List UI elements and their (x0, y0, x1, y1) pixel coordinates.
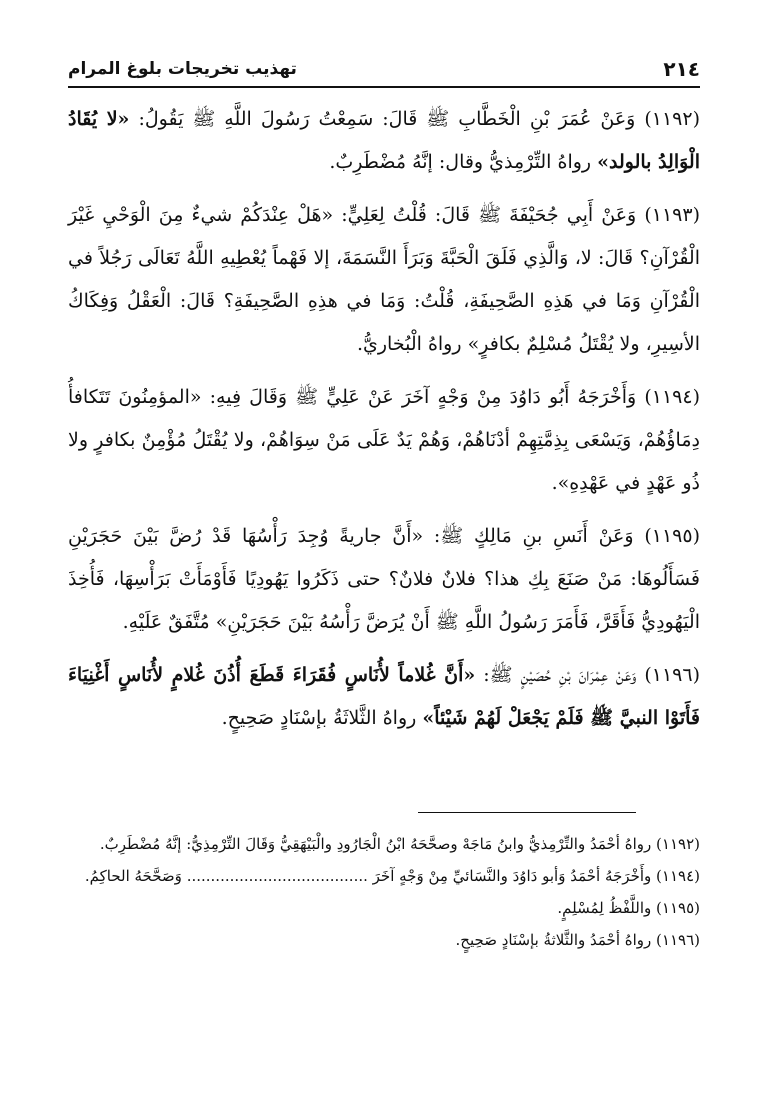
hadith-source: مُتَّفَقٌ عَلَيْهِ. (122, 611, 210, 633)
footnote-1195 (68, 892, 700, 924)
hadith-source: رواهُ الْبُخاريُّ. (356, 333, 462, 355)
hadith-text: وَعَنْ أَنَسِ بنِ مَالِكٍ ﷺ: «أَنَّ جاريةً وُجِدَ رَأْسُهَا قَدْ رُضَّ بَيْنَ حَجَرَيْنِ فَسَأَلُوهَا: مَنْ صَنَعَ بِكِ هذا؟ فلانٌ فلانٌ؟ حتى ذَكَرُوا يَهُودِيًا فَأَوْمَأَتْ بَرَأْسِهَا، فَأُخِذَ الْيَهُودِيُّ فَأَقَرَّ، فَأَمَرَ رَسُولُ اللَّهِ ﷺ أَنْ يُرَضَّ رَأْسُهُ بَيْنَ حَجَرَيْنِ» (68, 525, 700, 633)
footnote-number: (١١٩٥) (656, 899, 700, 917)
hadith-number: (١١٩٦) (644, 664, 700, 686)
footnote-number: (١١٩٢) (656, 835, 700, 853)
footnote-divider (418, 812, 636, 813)
hadith-text: وَعَنْ عُمَرَ بْنِ الْخَطَّابِ ﷺ قَالَ: سَمِعْتُ رَسُولَ اللَّهِ ﷺ يَقُولُ: (138, 108, 636, 130)
hadith-quote: «أَنَّ غُلاماً لأُنَاسٍ فُقَرَاءَ قَطَعَ أُذُنَ غُلامٍ لأُنَاسٍ أَغْنِيَاءَ فَأَتَوْا النبيَّ ﷺ فَلَمْ يَجْعَلْ لَهُمْ شَيْئاً» (68, 664, 700, 729)
footnote-text: رواهُ أحْمَدُ والثَّلاثةُ بإسْنَادٍ صَحِيحٍ. (455, 931, 652, 949)
hadith-text: وَأَخْرَجَهُ أَبُو دَاوُدَ مِنْ وَجْهٍ آخَرَ عَنْ عَلِيٍّ ﷺ وَقَالَ فِيهِ: «المؤمِنُونَ تَتَكافأُ دِمَاؤُهُمْ، وَيَسْعَى بِذِمَّتِهِمْ أدْنَاهُمْ، وَهُمْ يَدٌ عَلَى مَنْ سِوَاهُمْ، ولا يُقْتَلُ مُؤْمِنٌ بكافرٍ ولا ذُو عَهْدٍ في عَهْدِهِ». (68, 386, 700, 494)
footnotes (68, 828, 700, 956)
hadith-source: رواهُ التِّرْمِذيُّ وقال: إنَّهُ مُضْطَرِبٌ. (329, 151, 592, 173)
book-title: تهذيب تخريجات بلوغ المرام (68, 59, 297, 79)
footnote-text: وأَخْرَجَهُ أحْمَدُ وَأبو دَاوُدَ والنَّسَائيِّ مِنْ وَجْهٍ آخَرَ (372, 867, 652, 885)
hadith-number: (١١٩٣) (644, 204, 700, 226)
hadith-source: رواهُ الثَّلاثَةُ بإسْنَادٍ صَحِيحٍ. (221, 707, 417, 729)
hadith-1195 (68, 515, 700, 644)
footnote-1192 (68, 828, 700, 860)
hadith-number: (١١٩٢) (644, 108, 701, 130)
hadith-1192 (68, 98, 700, 184)
hadith-1193 (68, 194, 700, 366)
footnote-1196 (68, 924, 700, 956)
hadith-1194 (68, 376, 700, 505)
hadith-number: (١١٩٥) (644, 525, 700, 547)
hadith-text: وَعَنْ عِمْرَانَ بْنِ حُصَيْنٍ ﷺ: (483, 664, 637, 686)
footnote-number: (١١٩٤) (656, 867, 700, 885)
hadith-number: (١١٩٤) (644, 386, 701, 408)
page-header (68, 52, 700, 88)
hadith-quote: «لا يُقَادُ الْوَالِدُ بالولد» (68, 108, 700, 173)
footnote-text: رواهُ أحْمَدُ والتِّرْمِذيُّ وابنُ مَاجَهْ وصحَّحَهُ ابْنُ الْجَارُودِ والْبَيْهَقِيُّ وَقَالَ التِّرْمِذِيُّ: إنَّهُ مُضْطَرِبٌ. (99, 835, 652, 853)
footnote-tail: وَصَحَّحَهُ الحاكِمُ. (84, 867, 182, 885)
footnote-text: واللَّفْظُ لِمُسْلِمٍ. (557, 899, 652, 917)
footnote-number: (١١٩٦) (656, 931, 700, 949)
hadith-text-body (68, 98, 700, 750)
page-number: ٢١٤ (663, 57, 700, 81)
footnote-1194 (68, 860, 700, 892)
hadith-1196 (68, 654, 700, 740)
footnote-dots: ...................................... (186, 867, 368, 885)
hadith-text: وَعَنْ أَبِي جُحَيْفَةَ ﷺ قَالَ: قُلْتُ لِعَلِيٍّ: «هَلْ عِنْدَكُمْ شيءٌ مِنَ الْوَحْيِ غَيْرَ الْقُرْآنِ؟ قَالَ: لا، وَالَّذِي فَلَقَ الْحَبَّةَ وَبَرَأَ النَّسَمَةَ، إلا فَهْماً يُعْطِيهِ اللَّهُ تَعَالَى رَجُلاً في الْقُرْآنِ وَمَا في هَذِهِ الصَّحِيفَةِ، قُلْتُ: وَمَا في هذِهِ الصَّحِيفَةِ؟ قَالَ: الْعَقْلُ وَفِكَاكُ الأسِيرِ، ولا يُقْتَلُ مُسْلِمٌ بكافرٍ» (68, 204, 700, 355)
